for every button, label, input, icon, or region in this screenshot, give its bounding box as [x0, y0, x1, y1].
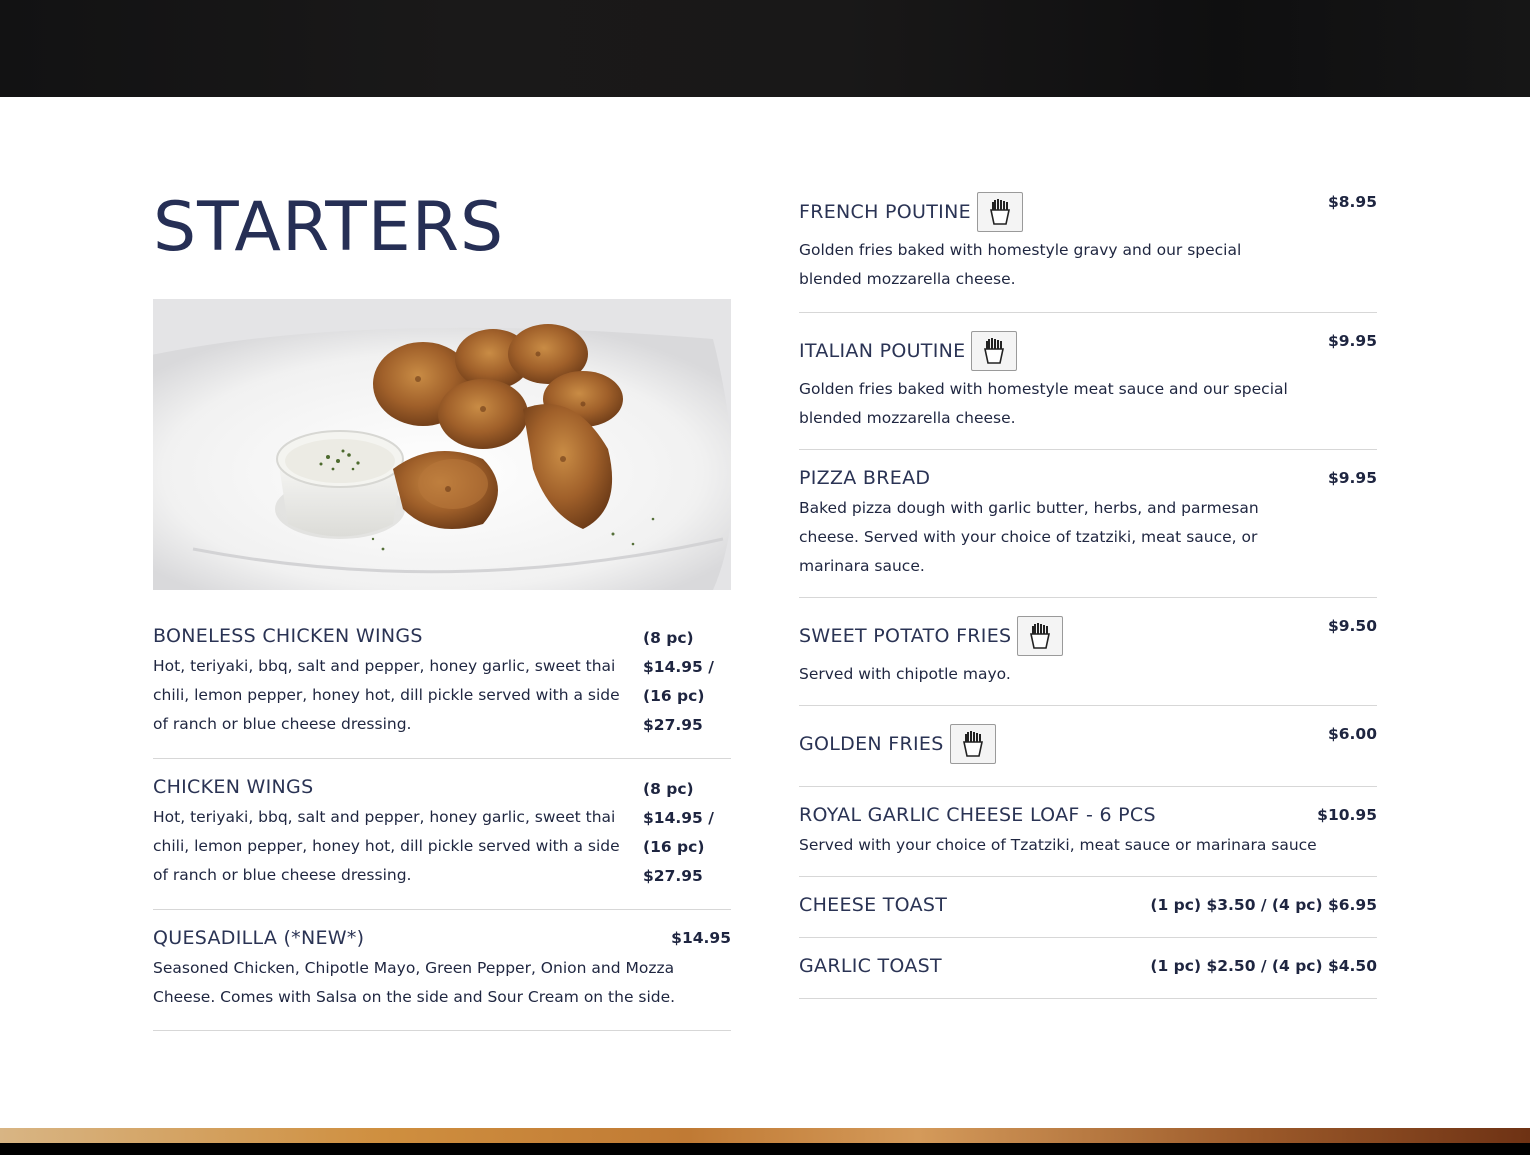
- item-name: CHEESE TOAST: [799, 894, 948, 916]
- right-column: [799, 180, 1377, 999]
- menu-item-cheese-toast[interactable]: [799, 877, 1377, 938]
- menu-item-golden-fries[interactable]: [799, 706, 1377, 787]
- item-price: $9.95: [1327, 469, 1377, 487]
- menu-item-italian-poutine[interactable]: [799, 313, 1377, 450]
- menu-item-garlic-toast[interactable]: [799, 938, 1377, 999]
- item-name: ITALIAN POUTINE: [799, 340, 966, 362]
- item-price: $9.95: [1327, 332, 1377, 350]
- left-menu-list: [153, 620, 731, 1031]
- item-name: QUESADILLA (*NEW*): [153, 927, 365, 949]
- menu-item-sweet-potato-fries[interactable]: [799, 598, 1377, 706]
- menu-item-boneless-chicken-wings[interactable]: [153, 620, 731, 759]
- item-price: $9.50: [1327, 617, 1377, 635]
- bottom-band: [0, 1128, 1530, 1155]
- item-description: Baked pizza dough with garlic butter, herbs, and parmesan cheese. Served with your choice of tzatziki, meat sauce, or marinara sauce.: [799, 499, 1259, 575]
- item-price: [643, 775, 731, 891]
- fries-icon: [977, 192, 1023, 232]
- menu-item-quesadilla[interactable]: [153, 910, 731, 1031]
- fries-icon: [950, 724, 996, 764]
- item-price: (1 pc) $2.50 / (4 pc) $4.50: [1150, 957, 1377, 975]
- item-description: Seasoned Chicken, Chipotle Mayo, Green Pepper, Onion and Mozza Cheese. Comes with Salsa on the side and Sour Cream on the side.: [153, 959, 676, 1006]
- item-description: Golden fries baked with homestyle gravy and our special blended mozzarella cheese.: [799, 241, 1242, 288]
- item-price: $6.00: [1327, 725, 1377, 743]
- item-price: $8.95: [1327, 193, 1377, 211]
- price-line: (16 pc): [643, 838, 705, 856]
- item-description: Hot, teriyaki, bbq, salt and pepper, honey garlic, sweet thai chili, lemon pepper, honey hot, dill pickle served with a side of ranch or blue cheese dressing.: [153, 657, 620, 733]
- item-name: BONELESS CHICKEN WINGS: [153, 625, 423, 647]
- price-line: $14.95 /: [643, 658, 714, 676]
- price-line: $27.95: [643, 716, 703, 734]
- item-name: FRENCH POUTINE: [799, 201, 971, 223]
- item-description: Served with your choice of Tzatziki, meat sauce or marinara sauce: [799, 836, 1317, 854]
- top-banner: [0, 0, 1530, 97]
- menu-item-pizza-bread[interactable]: [799, 450, 1377, 598]
- price-line: $14.95 /: [643, 809, 714, 827]
- price-line: (8 pc): [643, 629, 694, 647]
- chicken-wings-photo: [153, 299, 731, 590]
- section-title: STARTERS: [153, 188, 505, 267]
- item-price: (1 pc) $3.50 / (4 pc) $6.95: [1150, 896, 1377, 914]
- item-price: $10.95: [1317, 806, 1377, 824]
- item-price: $14.95: [671, 929, 731, 947]
- item-price: [643, 624, 731, 740]
- price-line: $27.95: [643, 867, 703, 885]
- bottom-gradient-stripe: [0, 1128, 1530, 1143]
- item-description: Served with chipotle mayo.: [799, 665, 1011, 683]
- item-name: GOLDEN FRIES: [799, 733, 944, 755]
- item-name: GARLIC TOAST: [799, 955, 942, 977]
- item-name: SWEET POTATO FRIES: [799, 625, 1012, 647]
- item-description: Hot, teriyaki, bbq, salt and pepper, honey garlic, sweet thai chili, lemon pepper, honey hot, dill pickle served with a side of ranch or blue cheese dressing.: [153, 808, 620, 884]
- left-column: [153, 180, 731, 1006]
- item-description: Golden fries baked with homestyle meat sauce and our special blended mozzarella cheese.: [799, 380, 1288, 427]
- item-name: CHICKEN WINGS: [153, 776, 314, 798]
- item-name: ROYAL GARLIC CHEESE LOAF - 6 PCS: [799, 804, 1156, 826]
- price-line: (8 pc): [643, 780, 694, 798]
- menu-item-french-poutine[interactable]: [799, 180, 1377, 313]
- price-line: (16 pc): [643, 687, 705, 705]
- fries-icon: [1017, 616, 1063, 656]
- menu-item-royal-garlic-cheese-loaf[interactable]: [799, 787, 1377, 877]
- menu-item-chicken-wings[interactable]: [153, 759, 731, 910]
- item-name: PIZZA BREAD: [799, 467, 931, 489]
- fries-icon: [971, 331, 1017, 371]
